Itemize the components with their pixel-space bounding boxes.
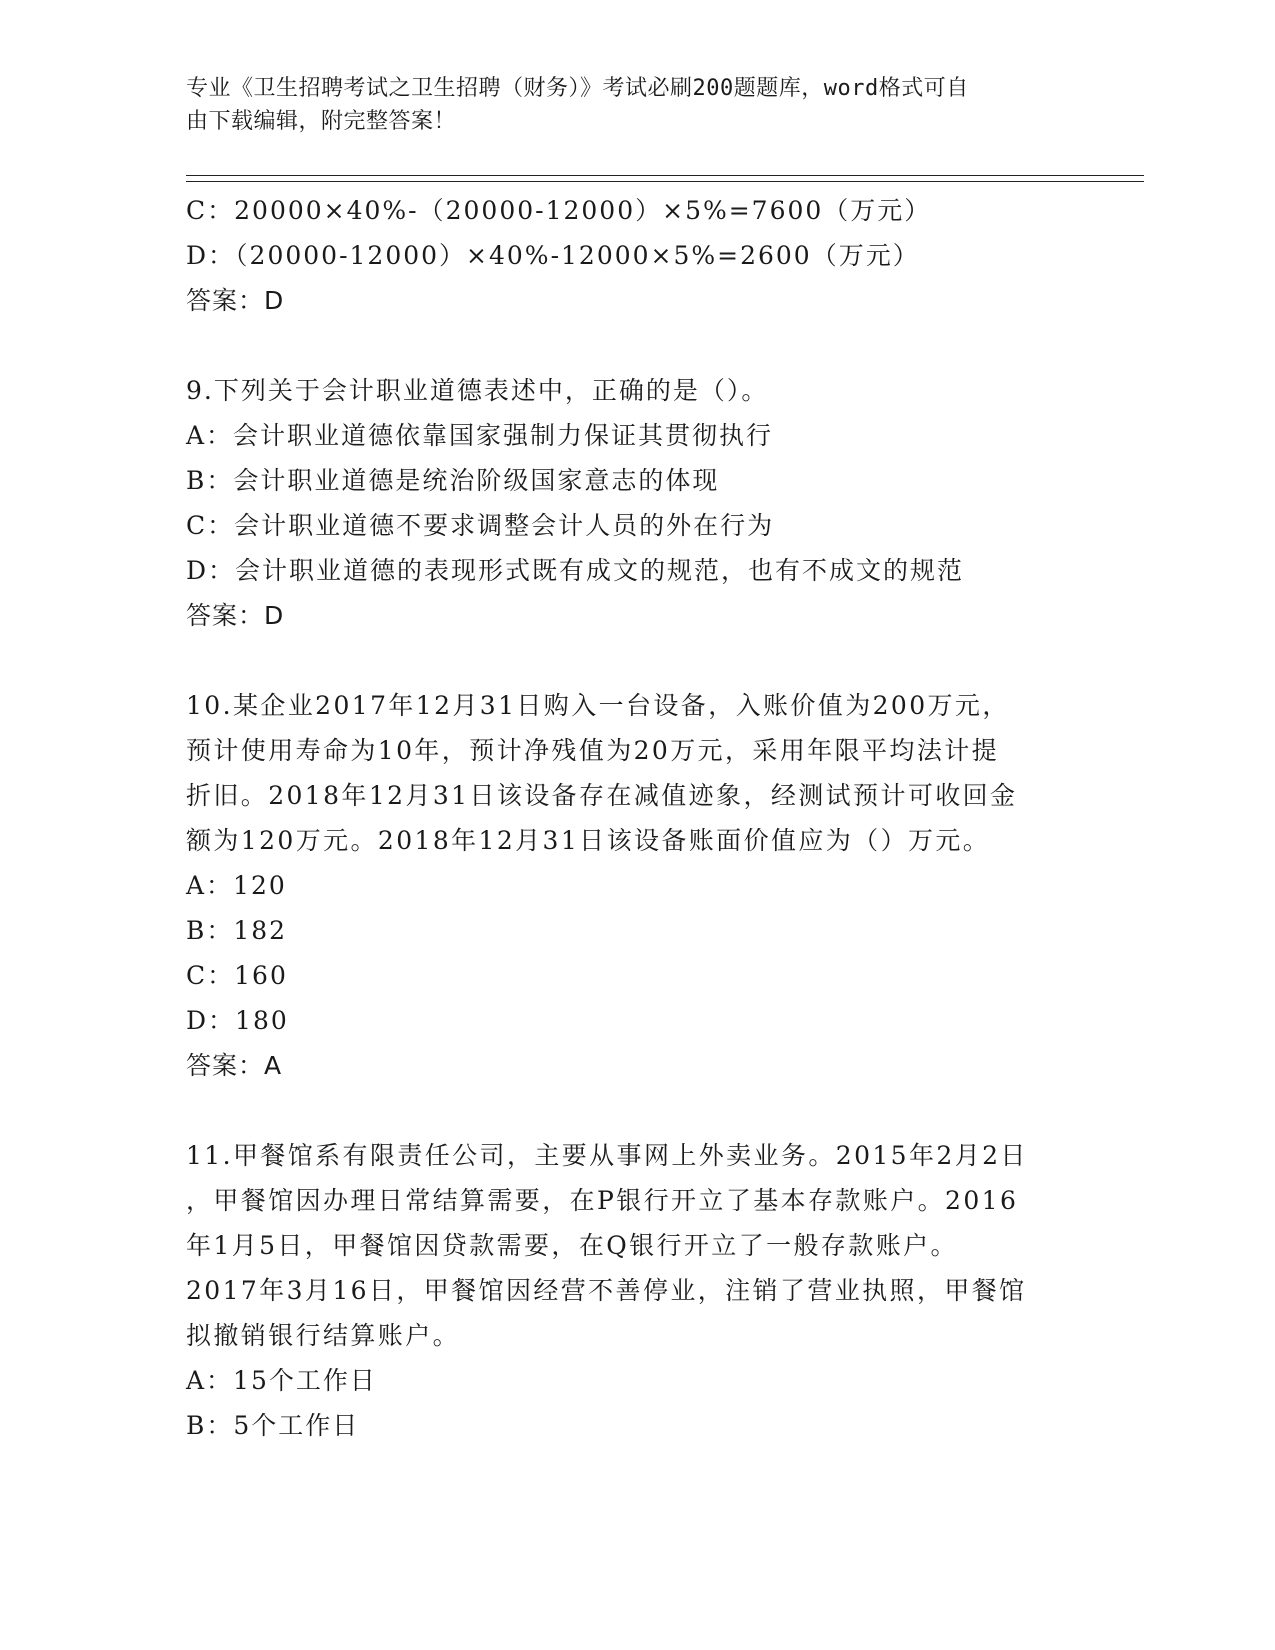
spacer: [186, 639, 1086, 683]
question-11: [186, 1133, 1086, 1448]
page-header: [186, 72, 1066, 138]
option-c: C：160: [186, 961, 288, 990]
stem-line: 2017年3月16日，甲餐馆因经营不善停业，注销了营业执照，甲餐馆: [186, 1276, 1027, 1305]
answer-line: 答案：D: [186, 286, 285, 315]
answer-line: 答案：A: [186, 1051, 283, 1080]
question-content: [186, 188, 1086, 1448]
question-stem: 9.下列关于会计职业道德表述中，正确的是（）。: [186, 376, 769, 405]
stem-line: 11.甲餐馆系有限责任公司，主要从事网上外卖业务。2015年2月2日: [186, 1141, 1028, 1170]
option-c: C：20000×40%-（20000-12000）×5%=7600（万元）: [186, 196, 932, 225]
option-a: A：会计职业道德依靠国家强制力保证其贯彻执行: [186, 421, 774, 450]
option-b: B：182: [186, 916, 288, 945]
stem-line: 预计使用寿命为10年，预计净残值为20万元，采用年限平均法计提: [186, 736, 1000, 765]
question-10: [186, 683, 1086, 1089]
option-d: D：180: [186, 1006, 289, 1035]
option-b: B：会计职业道德是统治阶级国家意志的体现: [186, 466, 720, 495]
option-c: C：会计职业道德不要求调整会计人员的外在行为: [186, 511, 775, 540]
stem-line: 折旧。2018年12月31日该设备存在减值迹象，经测试预计可收回金: [186, 781, 1018, 810]
spacer: [186, 324, 1086, 368]
option-d: D：会计职业道德的表现形式既有成文的规范，也有不成文的规范: [186, 556, 965, 585]
option-a: A：15个工作日: [186, 1366, 377, 1395]
question-9: [186, 368, 1086, 639]
stem-line: 额为120万元。2018年12月31日该设备账面价值应为（）万元。: [186, 826, 991, 855]
option-b: B：5个工作日: [186, 1411, 360, 1440]
stem-line: ，甲餐馆因办理日常结算需要，在P银行开立了基本存款账户。2016: [186, 1186, 1019, 1215]
header-line-1: 专业《卫生招聘考试之卫生招聘（财务）》考试必刷200题题库，word格式可自: [186, 76, 969, 101]
question-stem: [186, 683, 1086, 863]
stem-line: 拟撤销银行结算账户。: [186, 1321, 461, 1350]
option-d: D：（20000-12000）×40%-12000×5%=2600（万元）: [186, 241, 920, 270]
answer-line: 答案：D: [186, 601, 285, 630]
question-stem: [186, 1133, 1086, 1358]
header-divider: [186, 175, 1144, 182]
stem-line: 年1月5日，甲餐馆因贷款需要，在Q银行开立了一般存款账户。: [186, 1231, 958, 1260]
header-line-2: 由下载编辑，附完整答案！: [186, 109, 457, 134]
previous-question-block: [186, 188, 1086, 324]
spacer: [186, 1089, 1086, 1133]
stem-line: 10.某企业2017年12月31日购入一台设备，入账价值为200万元，: [186, 691, 1010, 720]
option-a: A：120: [186, 871, 287, 900]
